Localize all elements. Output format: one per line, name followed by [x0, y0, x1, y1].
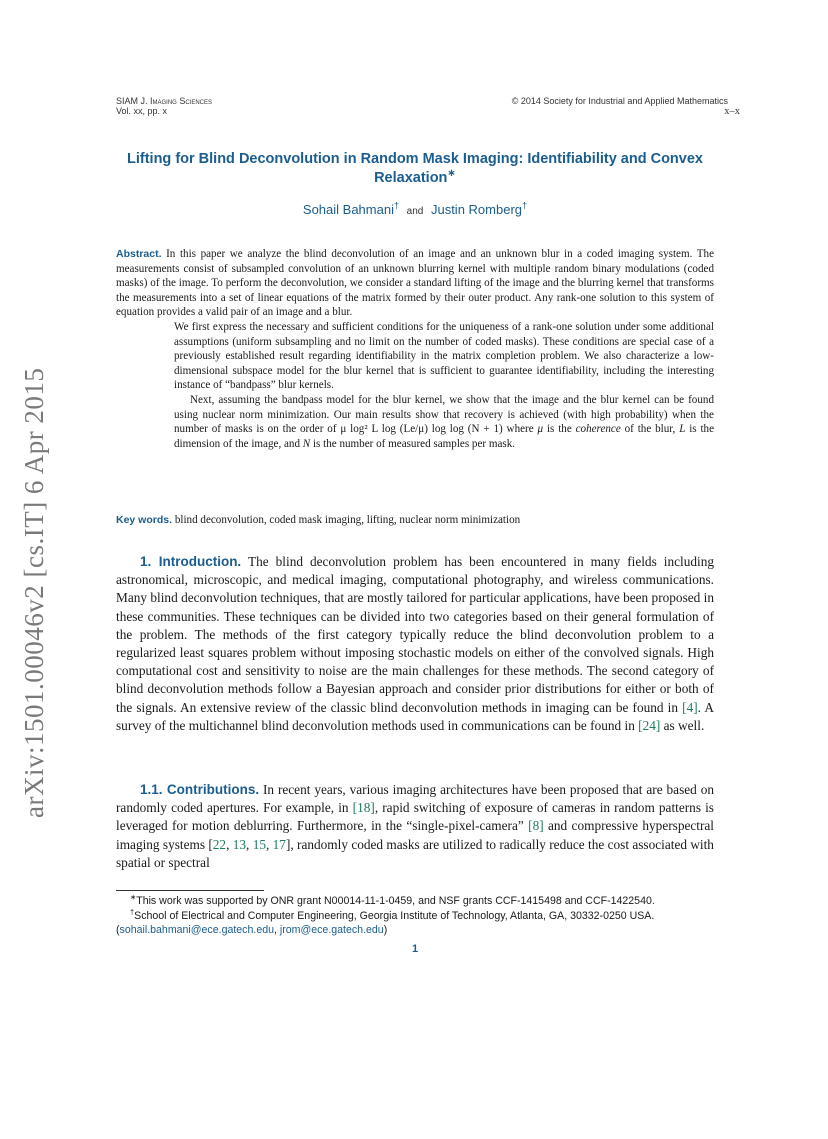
keywords	[116, 514, 714, 526]
abstract-symbol-N: N	[302, 437, 311, 450]
citation-link[interactable]: [24]	[638, 717, 661, 733]
intro-text: as well.	[660, 717, 705, 733]
introduction-heading: 1. Introduction.	[140, 554, 242, 569]
citation-link[interactable]: [4]	[682, 699, 698, 715]
citation-link[interactable]: 22	[212, 836, 227, 852]
journal-header	[116, 96, 212, 116]
keywords-text: blind deconvolution, coded mask imaging, lifting, nuclear norm minimization	[174, 514, 521, 526]
author-list	[116, 202, 714, 217]
author-2: Justin Romberg	[430, 202, 523, 217]
abstract	[116, 247, 714, 451]
abstract-indented-body	[174, 320, 714, 451]
footnote-divider	[116, 890, 264, 891]
introduction-section	[116, 553, 714, 735]
footnote-mark: †	[130, 907, 135, 917]
citation-link[interactable]: 13	[232, 836, 247, 852]
keywords-label: Key words.	[116, 514, 173, 526]
contrib-text: ,	[246, 836, 253, 852]
contributions-paragraph	[116, 781, 714, 872]
abstract-p3-text: is the dimension of the image, and	[174, 423, 715, 450]
email-link[interactable]: sohail.bahmani@ece.gatech.edu	[119, 924, 274, 937]
footnote-mark: ∗	[130, 892, 137, 902]
journal-name: SIAM J. Imaging Sciences	[116, 96, 213, 106]
abstract-formula: μ log² L log (Le/μ) log log (N + 1)	[340, 423, 503, 436]
abstract-p3-text: is the number of measured samples per mask.	[310, 437, 516, 450]
contrib-text: and compressive hyperspectral imaging systems [	[116, 818, 714, 852]
abstract-p3-text: is the	[543, 423, 576, 436]
abstract-symbol-mu: μ	[537, 423, 544, 436]
copyright-notice: © 2014 Society for Industrial and Applied Mathematics	[511, 96, 728, 106]
email-link[interactable]: jrom@ece.gatech.edu	[279, 924, 384, 937]
contributions-section	[116, 781, 714, 872]
abstract-symbol-L: L	[679, 423, 686, 436]
title-footnote-mark: ∗	[447, 168, 456, 180]
footnotes	[116, 894, 714, 938]
author-conjunction: and	[406, 206, 424, 217]
footnote-affiliation	[116, 909, 714, 924]
abstract-coherence: coherence	[575, 423, 621, 436]
footnote-emails	[116, 923, 714, 938]
abstract-paragraph-1	[116, 247, 714, 320]
author-2-mark: †	[522, 200, 528, 211]
citation-link[interactable]: [8]	[528, 818, 544, 834]
contrib-text: ,	[226, 836, 233, 852]
contrib-text: ], randomly coded masks are utilized to radically reduce the cost associated with spatial or spectral	[116, 836, 714, 870]
arxiv-stamp: arXiv:1501.00046v2 [cs.IT] 6 Apr 2015	[19, 367, 49, 818]
title-text: Lifting for Blind Deconvolution in Random Mask Imaging: Identifiability and Convex Relaxation	[127, 151, 703, 186]
introduction-paragraph	[116, 553, 714, 735]
abstract-p1-text: In this paper we analyze the blind deconvolution of an image and an unknown blur in a coded imaging system. The measurements consist of subsampled convolution of an unknown blurring kernel with multiple random binary modulations (coded masks) of the image. To perform the deconvolution, we consider a standard lifting of the image and the blurring kernel that transforms the measurements into a set of linear equations of the matrix formed by their outer product. Any rank-one solution to this system of equation provides a valid pair of an image and a blur.	[116, 248, 714, 319]
footnote-text: School of Electrical and Computer Engineering, Georgia Institute of Technology, Atlanta, GA, 30332-0250 USA.	[134, 909, 655, 922]
contrib-text: , rapid switching of exposure of cameras in random patterns is leveraged for motion deblurring. Furthermore, in the “single-pixel-camera”	[116, 800, 714, 834]
footnote-text: This work was supported by ONR grant N00014-11-1-0459, and NSF grants CCF-1415498 and CCF-1422540.	[136, 895, 655, 907]
citation-link[interactable]: [18]	[352, 800, 375, 816]
abstract-p3-text: of the blur,	[620, 423, 680, 436]
footnote-paren: )	[383, 924, 388, 937]
footnote-paren: (	[116, 924, 120, 937]
footnote-separator: ,	[274, 924, 280, 937]
contrib-text: In recent years, various imaging architectures have been proposed that are based on randomly coded apertures. For example, in	[116, 782, 714, 816]
abstract-label: Abstract.	[116, 248, 162, 260]
journal-volume: Vol. xx, pp. x	[116, 106, 168, 116]
paper-title	[116, 150, 714, 188]
page-range: x–x	[724, 106, 740, 117]
contributions-heading: 1.1. Contributions.	[140, 782, 260, 797]
page-number: 1	[411, 943, 419, 955]
citation-link[interactable]: 15	[252, 836, 266, 852]
intro-text: The blind deconvolution problem has been encountered in many fields including astronomical, microscopic, and medical imaging, computational photography, and wireless communications. Many blind deconvolution techniques, that are mostly tailored for particular applications, have been proposed in these communities. These techniques can be divided into two categories based on their general formulation of the problem. The methods of the first category typically reduce the blind deconvolution problem to a regularized least squares problem without imposing stochastic models on either of the convolved signals. High computational cost and sensitivity to noise are the main challenges for these methods. The second category of blind deconvolution methods follow a Bayesian approach and consider prior distributions for either or both of the signals. An extensive review of the classic blind deconvolution methods in imaging can be found in	[116, 554, 714, 715]
contrib-text: ,	[265, 836, 273, 852]
abstract-p3-text: Next, assuming the bandpass model for the blur kernel, we show that the image and the blur kernel can be found using nuclear norm minimization. Our main results show that recovery is achieved (with high probability) when the number of masks is on the order of	[174, 393, 714, 436]
author-1: Sohail Bahmani	[302, 202, 394, 217]
author-1-mark: †	[393, 200, 400, 211]
abstract-paragraph-2: We first express the necessary and sufficient conditions for the uniqueness of a rank-one solution under some additional assumptions (uniform subsampling and no limit on the number of coded masks). These conditions are special case of a previously established result regarding identifiability in the matrix completion problem. We also characterize a low-dimensional subspace model for the blur kernel that is sufficient to guarantee identifiability, including the interesting instance of “bandpass” blur kernels.	[174, 320, 714, 392]
citation-link[interactable]: 17	[272, 836, 286, 852]
abstract-paragraph-3	[174, 393, 714, 451]
abstract-p3-text: where	[502, 423, 538, 436]
footnote-funding	[116, 894, 714, 909]
intro-text: . A survey of the multichannel blind deconvolution methods used in communications can be found in	[116, 699, 714, 733]
